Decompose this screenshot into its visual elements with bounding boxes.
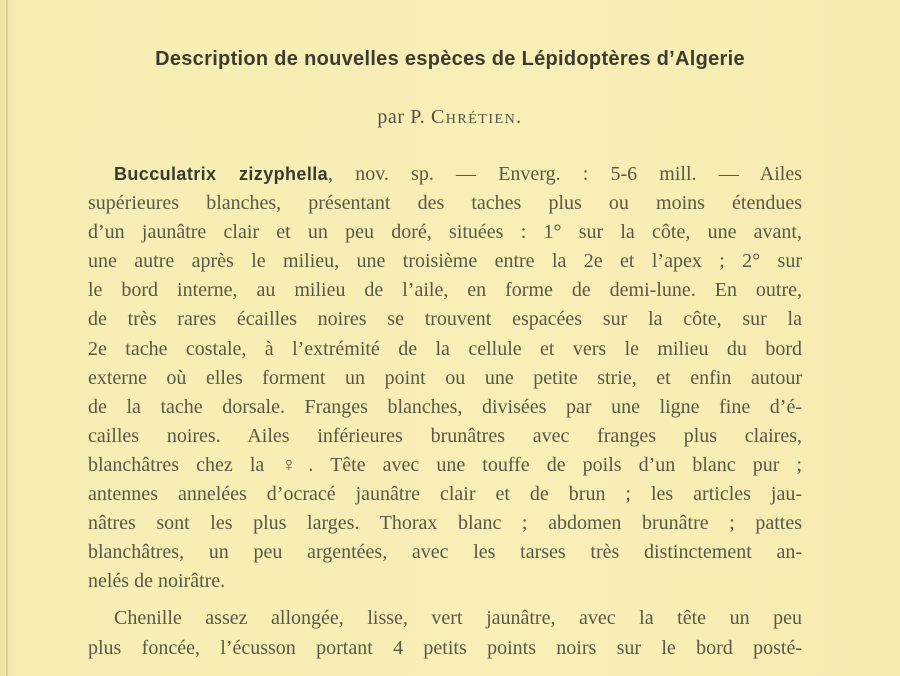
text-line: plus foncée, l’écusson portant 4 petits points noirs sur le bord posté- — [88, 636, 802, 659]
paragraph-gap — [88, 596, 802, 604]
article-body — [88, 160, 802, 663]
text-line: d’un jaunâtre clair et un peu doré, situées : 1° sur la côte, une avant, — [88, 221, 802, 244]
text-line: 2e tache costale, à l’extrémité de la cellule et vers le milieu du bord — [88, 337, 802, 360]
text-line: Chenille assez allongée, lisse, vert jaunâtre, avec la tête un peu — [114, 607, 802, 630]
text-line: antennes annelées d’ocracé jaunâtre clair et de brun ; les articles jau- — [88, 483, 802, 506]
page-binding-edge — [6, 0, 8, 676]
species-name: Bucculatrix zizyphella — [114, 164, 329, 184]
text-line: blanchâtres chez la ♀. Tête avec une touffe de poils d’un blanc pur ; — [88, 453, 802, 476]
text-line: nâtres sont les plus larges. Thorax blanc ; abdomen brunâtre ; pattes — [88, 512, 802, 535]
text-line: supérieures blanches, présentant des taches plus ou moins étendues — [88, 192, 802, 215]
text-line: externe où elles forment un point ou une petite strie, et enfin autour — [88, 366, 802, 389]
text-line: de très rares écailles noires se trouvent espacées sur la côte, sur la — [88, 308, 802, 331]
author-name: Chrétien. — [430, 106, 523, 128]
text-line: blanchâtres, un peu argentées, avec les tarses très distinctement an- — [88, 541, 802, 564]
text-line — [88, 160, 802, 189]
text-line: une autre après le milieu, une troisième entre la 2e et l’apex ; 2° sur — [88, 250, 802, 273]
text-line: nelés de noirâtre. — [88, 570, 226, 593]
author-prefix: par P. — [377, 106, 426, 128]
text-line-content: , nov. sp. — Enverg. : 5-6 mill. — Ailes — [328, 163, 802, 185]
text-line: cailles noires. Ailes inférieures brunâtres avec franges plus claires, — [88, 424, 802, 447]
article-title: Description de nouvelles espèces de Lépidoptères d’Algerie — [155, 48, 745, 70]
text-line: de la tache dorsale. Franges blanches, divisées par une ligne fine d’é- — [88, 395, 802, 418]
author-line — [0, 106, 900, 129]
text-line: le bord interne, au milieu de l’aile, en forme de demi-lune. En outre, — [88, 279, 802, 302]
